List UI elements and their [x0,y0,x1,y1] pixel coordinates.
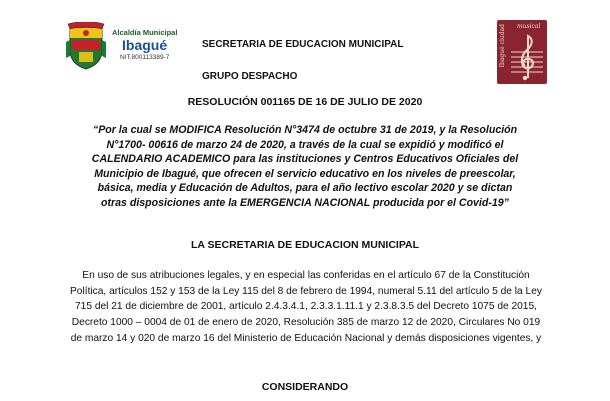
considerando-heading: CONSIDERANDO [261,381,349,393]
resolution-summary-quote: “Por la cual se MODIFICA Resolución N°3474 de octubre 31 de 2019, y la Resolución N°1700- 00616 de marzo 24 de 2020, a través de la cual se expidió y modificó el CALENDARIO ACADEMICO para las instituciones y Centros Educativos Oficiales del Municipio de Ibagué, que ofrecen el servicio educativo en los niveles de preescolar, básica, media y Educación de Adultos, para el año lectivo escolar 2020 y se dictan otras disposiciones ante la EMERGENCIA NACIONAL producida por el Covid-19” [91,124,519,209]
music-logo-top-text: musical [517,23,541,30]
grupo-title: GRUPO DESPACHO [202,71,298,82]
secretaria-title: SECRETARIA DE EDUCACION MUNICIPAL [202,39,404,50]
alcaldia-city: Ibagué [122,37,168,53]
music-logo-text: Ibagué ciudad [499,24,506,68]
ibague-ciudad-musical-logo [497,20,547,84]
alcaldia-nit: NIT.800113389-7 [120,54,170,61]
resolution-title: RESOLUCIÓN 001165 DE 16 DE JULIO DE 2020 [187,96,423,108]
ibague-coat-of-arms-icon [66,22,106,70]
legal-basis-paragraph: En uso de sus atribuciones legales, y en especial las conferidas en el artículo 67 de la Constitución Política, artículos 152 y 153 de la Ley 115 del 8 de febrero de 1994, numeral 5.11 del artículo 5 de la Ley 715 del 21 de diciembre de 2001, artículo 2.4.3.4.1, 2.3.3.1.11.1 y 2.3.8.3.5 del Decreto 1075 de 2015, Decreto 1000 – 0004 de 01 de enero de 2020, Resolución 385 de marzo 12 de 2020, Circulares No 019 de marzo 14 y 020 de marzo 16 del Ministerio de Educación Nacional y demás disposiciones vigentes, y [70,270,542,344]
secretaria-heading: LA SECRETARIA DE EDUCACION MUNICIPAL [190,239,420,251]
document-header [0,0,610,95]
alcaldia-logo [112,28,202,62]
treble-clef-icon [511,32,543,82]
alcaldia-label: Alcaldía Municipal [112,28,178,37]
